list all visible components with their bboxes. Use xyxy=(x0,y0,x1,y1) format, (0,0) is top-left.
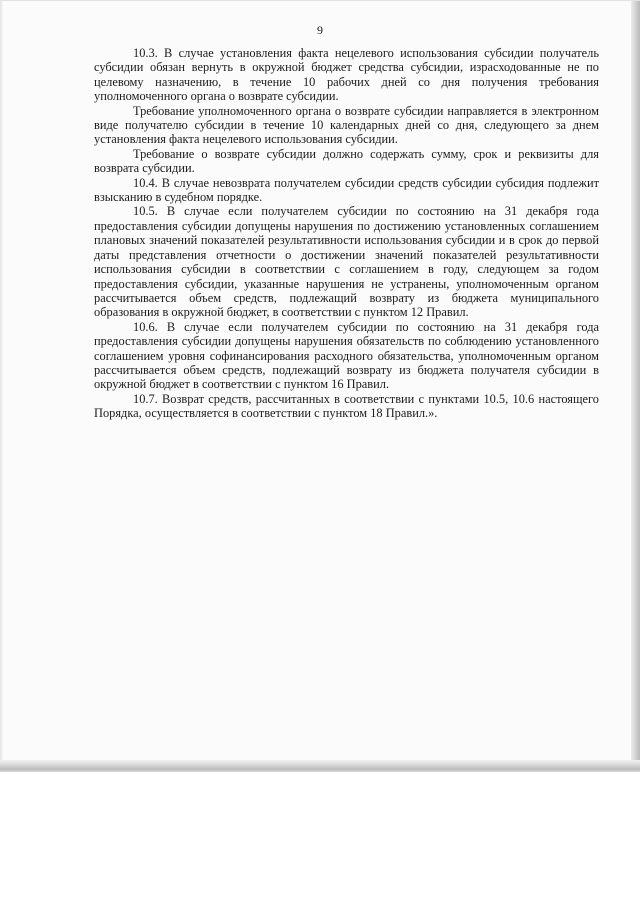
paragraph-refund-request: Требование уполномоченного органа о возврате субсидии направляется в электронном виде получателю субсидии в течение 10 календарных дней со дня, следующего за днем установления факта нецелевого использования субсидии. xyxy=(94,103,599,147)
paragraph-request-content: Требование о возврате субсидии должно содержать сумму, срок и реквизиты для возврата субсидии. xyxy=(94,146,599,176)
page-right-edge xyxy=(631,1,640,769)
page-number: 9 xyxy=(317,23,323,37)
page-bottom-edge xyxy=(0,760,640,772)
paragraph-10-5: 10.5. В случае если получателем субсидии по состоянию на 31 декабря года предоставления субсидии допущены нарушения по достижению установленных соглашением плановых значений показателей результативности использования субсидии и в срок до первой даты представления отчетности о достижении значений показателей результативности использования субсидии в соответствии с соглашением в году, следующем за годом предоставления субсидии, указанные нарушения не устранены, уполномоченным органом рассчитывается объем средств, подлежащий возврату из бюджета муниципального образования в окружной бюджет, в соответствии с пунктом 12 Правил. xyxy=(94,204,599,320)
paragraph-10-4: 10.4. В случае невозврата получателем субсидии средств субсидии субсидия подлежит взысканию в судебном порядке. xyxy=(94,175,599,205)
paragraph-10-3: 10.3. В случае установления факта нецелевого использования субсидии получатель субсидии обязан вернуть в окружной бюджет средства субсидии, израсходованные не по целевому назначению, в течение 10 рабочих дней со дня получения требования уполномоченного органа о возврате субсидии. xyxy=(94,46,599,104)
paragraph-10-7: 10.7. Возврат средств, рассчитанных в соответствии с пунктами 10.5, 10.6 настоящего Порядка, осуществляется в соответствии с пунктом 18 Правил.». xyxy=(94,391,599,421)
paragraph-10-6: 10.6. В случае если получателем субсидии по состоянию на 31 декабря года предоставления субсидии допущены нарушения обязательств по соблюдению установленного соглашением уровня софинансирования расходного обязательства, уполномоченным органом рассчитывается объем средств, подлежащий возврату из бюджета получателя субсидии в окружной бюджет в соответствии с пунктом 16 Правил. xyxy=(94,319,599,392)
document-body xyxy=(94,46,599,421)
page-left-edge xyxy=(0,1,3,769)
